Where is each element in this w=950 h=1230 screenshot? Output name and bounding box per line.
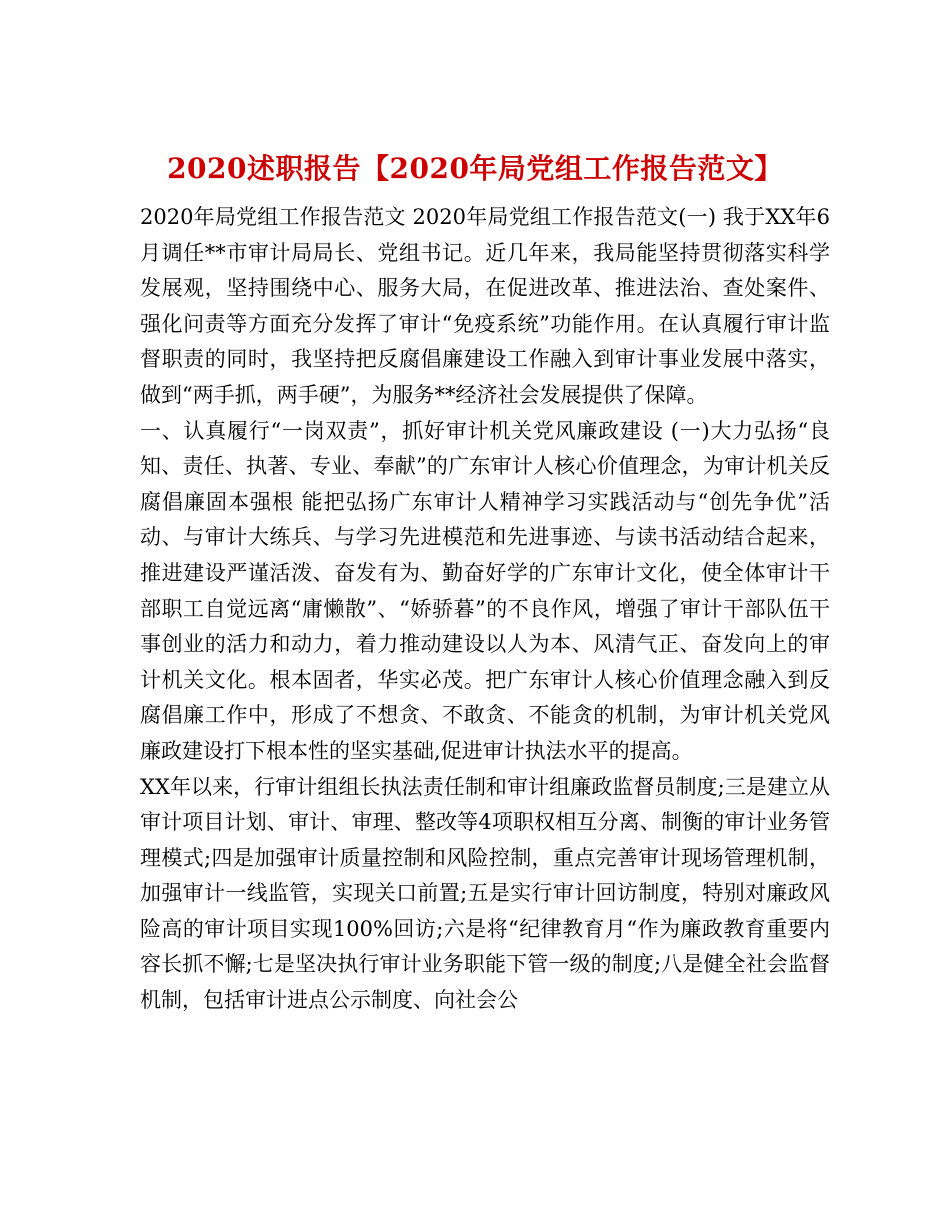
paragraph-2: 一、认真履行“一岗双责”，抓好审计机关党风廉政建设 (一)大力弘扬“良知、责任、执著、专业、奉献”的广东审计人核心价值理念，为审计机关反腐倡廉固本强根 能把弘扬广东审计人精神学习实践活动与“创先争优”活动、与审计大练兵、与学习先进模范和先进事迹、与读书活动结合起来，推进建设严谨活泼、奋发有为、勤奋好学的广东审计文化，使全体审计干部职工自觉远离“庸懒散”、“娇骄暮”的不良作风，增强了审计干部队伍干事创业的活力和动力，着力推动建设以人为本、风清气正、奋发向上的审计机关文化。根本固者，华实必茂。把广东审计人核心价值理念融入到反腐倡廉工作中，形成了不想贪、不敢贪、不能贪的机制，为审计机关党风廉政建设打下根本性的坚实基础,促进审计执法水平的提高。: [140, 418, 830, 763]
page-title: 2020述职报告【2020年局党组工作报告范文】: [167, 151, 783, 185]
paragraph-3: XX年以来，行审计组组长执法责任制和审计组廉政监督员制度;三是建立从审计项目计划、审计、审理、整改等4项职权相互分离、制衡的审计业务管理模式;四是加强审计质量控制和风险控制，重点完善审计现场管理机制，加强审计一线监管，实现关口前置;五是实行审计回访制度，特别对廉政风险高的审计项目实现100%回访;六是将“纪律教育月“作为廉政教育重要内容长抓不懈;七是坚决执行审计业务职能下管一级的制度;八是健全社会监督机制，包括审计进点公示制度、向社会公: [140, 774, 830, 1013]
paragraph-1: 2020年局党组工作报告范文 2020年局党组工作报告范文(一) 我于XX年6月调任**市审计局局长、党组书记。近几年来，我局能坚持贯彻落实科学发展观，坚持围绕中心、服务大局，在促进改革、推进法治、查处案件、强化问责等方面充分发挥了审计“免疫系统”功能作用。在认真履行审计监督职责的同时，我坚持把反腐倡廉建设工作融入到审计事业发展中落实，做到“两手抓，两手硬”，为服务**经济社会发展提供了保障。: [140, 205, 830, 407]
document-body: [140, 200, 830, 1019]
